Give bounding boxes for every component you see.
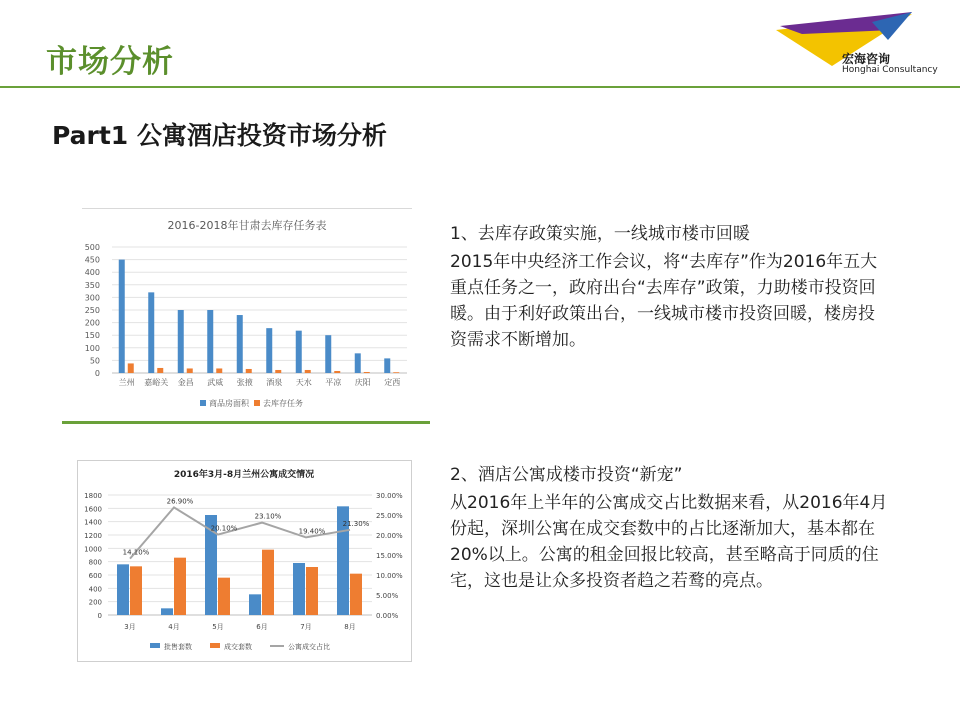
x-tick-label: 武威 — [207, 378, 224, 387]
section-destock-heading: 1、去库存政策实施，一线城市楼市回暖 — [450, 224, 750, 244]
y2-tick-label: 15.00% — [376, 552, 403, 560]
bar-去库存任务 — [128, 363, 134, 373]
y-tick-label: 500 — [84, 243, 100, 252]
bar-成交套数 — [218, 578, 230, 615]
y-tick-label: 800 — [88, 558, 102, 567]
bar-成交套数 — [350, 574, 362, 615]
y-tick-label: 200 — [84, 318, 100, 328]
gansu-destock-chart-svg — [82, 209, 412, 423]
y2-tick-label: 0.00% — [376, 612, 399, 620]
y-tick-label: 200 — [88, 598, 102, 607]
data-label: 19.40% — [298, 527, 326, 536]
bar-去库存任务 — [275, 370, 281, 373]
y-tick-label: 1200 — [84, 532, 102, 540]
y-tick-label: 150 — [84, 331, 100, 341]
bar-商品房面积 — [119, 260, 125, 373]
chart-title: 2016年3月-8月兰州公寓成交情况 — [173, 470, 315, 480]
x-tick-label: 酒泉 — [266, 378, 283, 387]
legend-swatch-去库存任务 — [254, 400, 260, 406]
header-divider — [0, 86, 960, 88]
bar-商品房面积 — [178, 310, 184, 373]
x-tick-label: 8月 — [344, 623, 356, 631]
page-title: 市场分析 — [46, 44, 174, 80]
y-tick-label: 350 — [84, 280, 100, 290]
legend-label: 公寓成交占比 — [288, 643, 330, 651]
legend-label: 成交套数 — [224, 643, 252, 651]
x-tick-label: 5月 — [212, 623, 224, 631]
section-title: Part1 公寓酒店投资市场分析 — [52, 121, 387, 150]
lanzhou-apartment-chart — [77, 460, 412, 662]
bar-去库存任务 — [305, 370, 311, 373]
x-tick-label: 天水 — [295, 378, 312, 387]
chart-title: 2016-2018年甘肃去库存任务表 — [167, 219, 327, 232]
bar-商品房面积 — [355, 353, 361, 373]
y-tick-label: 1000 — [84, 545, 102, 554]
y2-tick-label: 25.00% — [376, 512, 403, 520]
y-tick-label: 1400 — [84, 518, 102, 527]
y2-tick-label: 20.00% — [376, 532, 403, 540]
section-apartment — [450, 462, 890, 594]
y2-tick-label: 30.00% — [376, 492, 403, 500]
y-tick-label: 1800 — [84, 492, 102, 500]
y-tick-label: 400 — [88, 585, 102, 594]
bar-去库存任务 — [157, 368, 163, 373]
bar-商品房面积 — [237, 315, 243, 373]
logo-cn-text: 宏海咨询 — [842, 52, 891, 66]
x-tick-label: 兰州 — [118, 378, 135, 387]
legend-swatch-批售套数 — [150, 643, 160, 648]
x-tick-label: 3月 — [124, 623, 136, 631]
bar-商品房面积 — [148, 292, 154, 373]
bar-商品房面积 — [207, 310, 213, 373]
bar-去库存任务 — [364, 372, 370, 373]
x-tick-label: 4月 — [168, 623, 180, 631]
bar-商品房面积 — [325, 335, 331, 373]
section-apartment-heading: 2、酒店公寓成楼市投资“新宠” — [450, 465, 683, 485]
section-destock — [450, 221, 890, 353]
legend-label: 去库存任务 — [263, 399, 303, 408]
y-tick-label: 250 — [84, 306, 100, 315]
legend-label: 商品房面积 — [209, 399, 249, 408]
y-tick-label: 50 — [89, 356, 100, 366]
chart-divider — [62, 421, 430, 424]
y-tick-label: 0 — [94, 369, 100, 378]
bar-去库存任务 — [334, 371, 340, 373]
data-label: 23.10% — [254, 512, 282, 521]
y-tick-label: 600 — [88, 572, 102, 580]
legend-swatch-商品房面积 — [200, 400, 206, 406]
bar-批售套数 — [117, 564, 129, 615]
bar-商品房面积 — [266, 328, 272, 373]
x-tick-label: 6月 — [256, 623, 268, 631]
x-tick-label: 平凉 — [325, 378, 342, 387]
legend-swatch-成交套数 — [210, 643, 220, 648]
data-label: 26.90% — [166, 497, 194, 506]
bar-成交套数 — [262, 550, 274, 615]
y-tick-label: 450 — [84, 255, 100, 265]
bar-商品房面积 — [384, 358, 390, 373]
y-tick-label: 1600 — [84, 505, 102, 514]
bar-批售套数 — [249, 594, 261, 615]
bar-批售套数 — [161, 608, 173, 615]
company-logo — [772, 8, 952, 80]
bar-成交套数 — [174, 558, 186, 615]
lanzhou-apartment-chart-svg — [78, 461, 411, 661]
y2-tick-label: 5.00% — [376, 592, 399, 600]
section-destock-body: 2015年中央经济工作会议，将“去库存”作为2016年五大重点任务之一，政府出台“去库存”政策，力助楼市投资回暖。由于利好政策出台，一线城市楼市投资回暖，楼房投资需求不断增加。 — [450, 252, 878, 350]
x-tick-label: 张掖 — [236, 378, 253, 387]
x-tick-label: 嘉峪关 — [144, 378, 169, 387]
bar-去库存任务 — [393, 372, 399, 373]
data-label: 20.10% — [210, 524, 238, 533]
bar-批售套数 — [293, 563, 305, 615]
bar-成交套数 — [130, 566, 142, 615]
gansu-destock-chart — [82, 208, 412, 423]
section-apartment-body: 从2016年上半年的公寓成交占比数据来看，从2016年4月份起，深圳公寓在成交套数中的占比逐渐加大，基本都在20%以上。公寓的租金回报比较高，甚至略高于同质的住宅，这也是让众多投资者趋之若鹜的亮点。 — [450, 493, 888, 591]
x-tick-label: 7月 — [300, 623, 312, 631]
y2-tick-label: 10.00% — [376, 572, 403, 580]
data-label: 21.30% — [342, 519, 370, 528]
bar-成交套数 — [306, 567, 318, 615]
y-tick-label: 400 — [84, 268, 100, 278]
data-label: 14.10% — [122, 548, 150, 557]
y-tick-label: 100 — [84, 343, 100, 353]
bar-去库存任务 — [216, 368, 222, 373]
x-tick-label: 庆阳 — [354, 378, 371, 387]
bar-商品房面积 — [296, 331, 302, 373]
logo-en-text: Honghai Consultancy — [842, 65, 938, 75]
x-tick-label: 金昌 — [177, 378, 194, 387]
bar-去库存任务 — [246, 369, 252, 373]
x-tick-label: 定西 — [384, 378, 401, 387]
y-tick-label: 0 — [97, 612, 102, 620]
bar-去库存任务 — [187, 368, 193, 373]
y-tick-label: 300 — [84, 293, 100, 303]
legend-label: 批售套数 — [164, 643, 192, 651]
